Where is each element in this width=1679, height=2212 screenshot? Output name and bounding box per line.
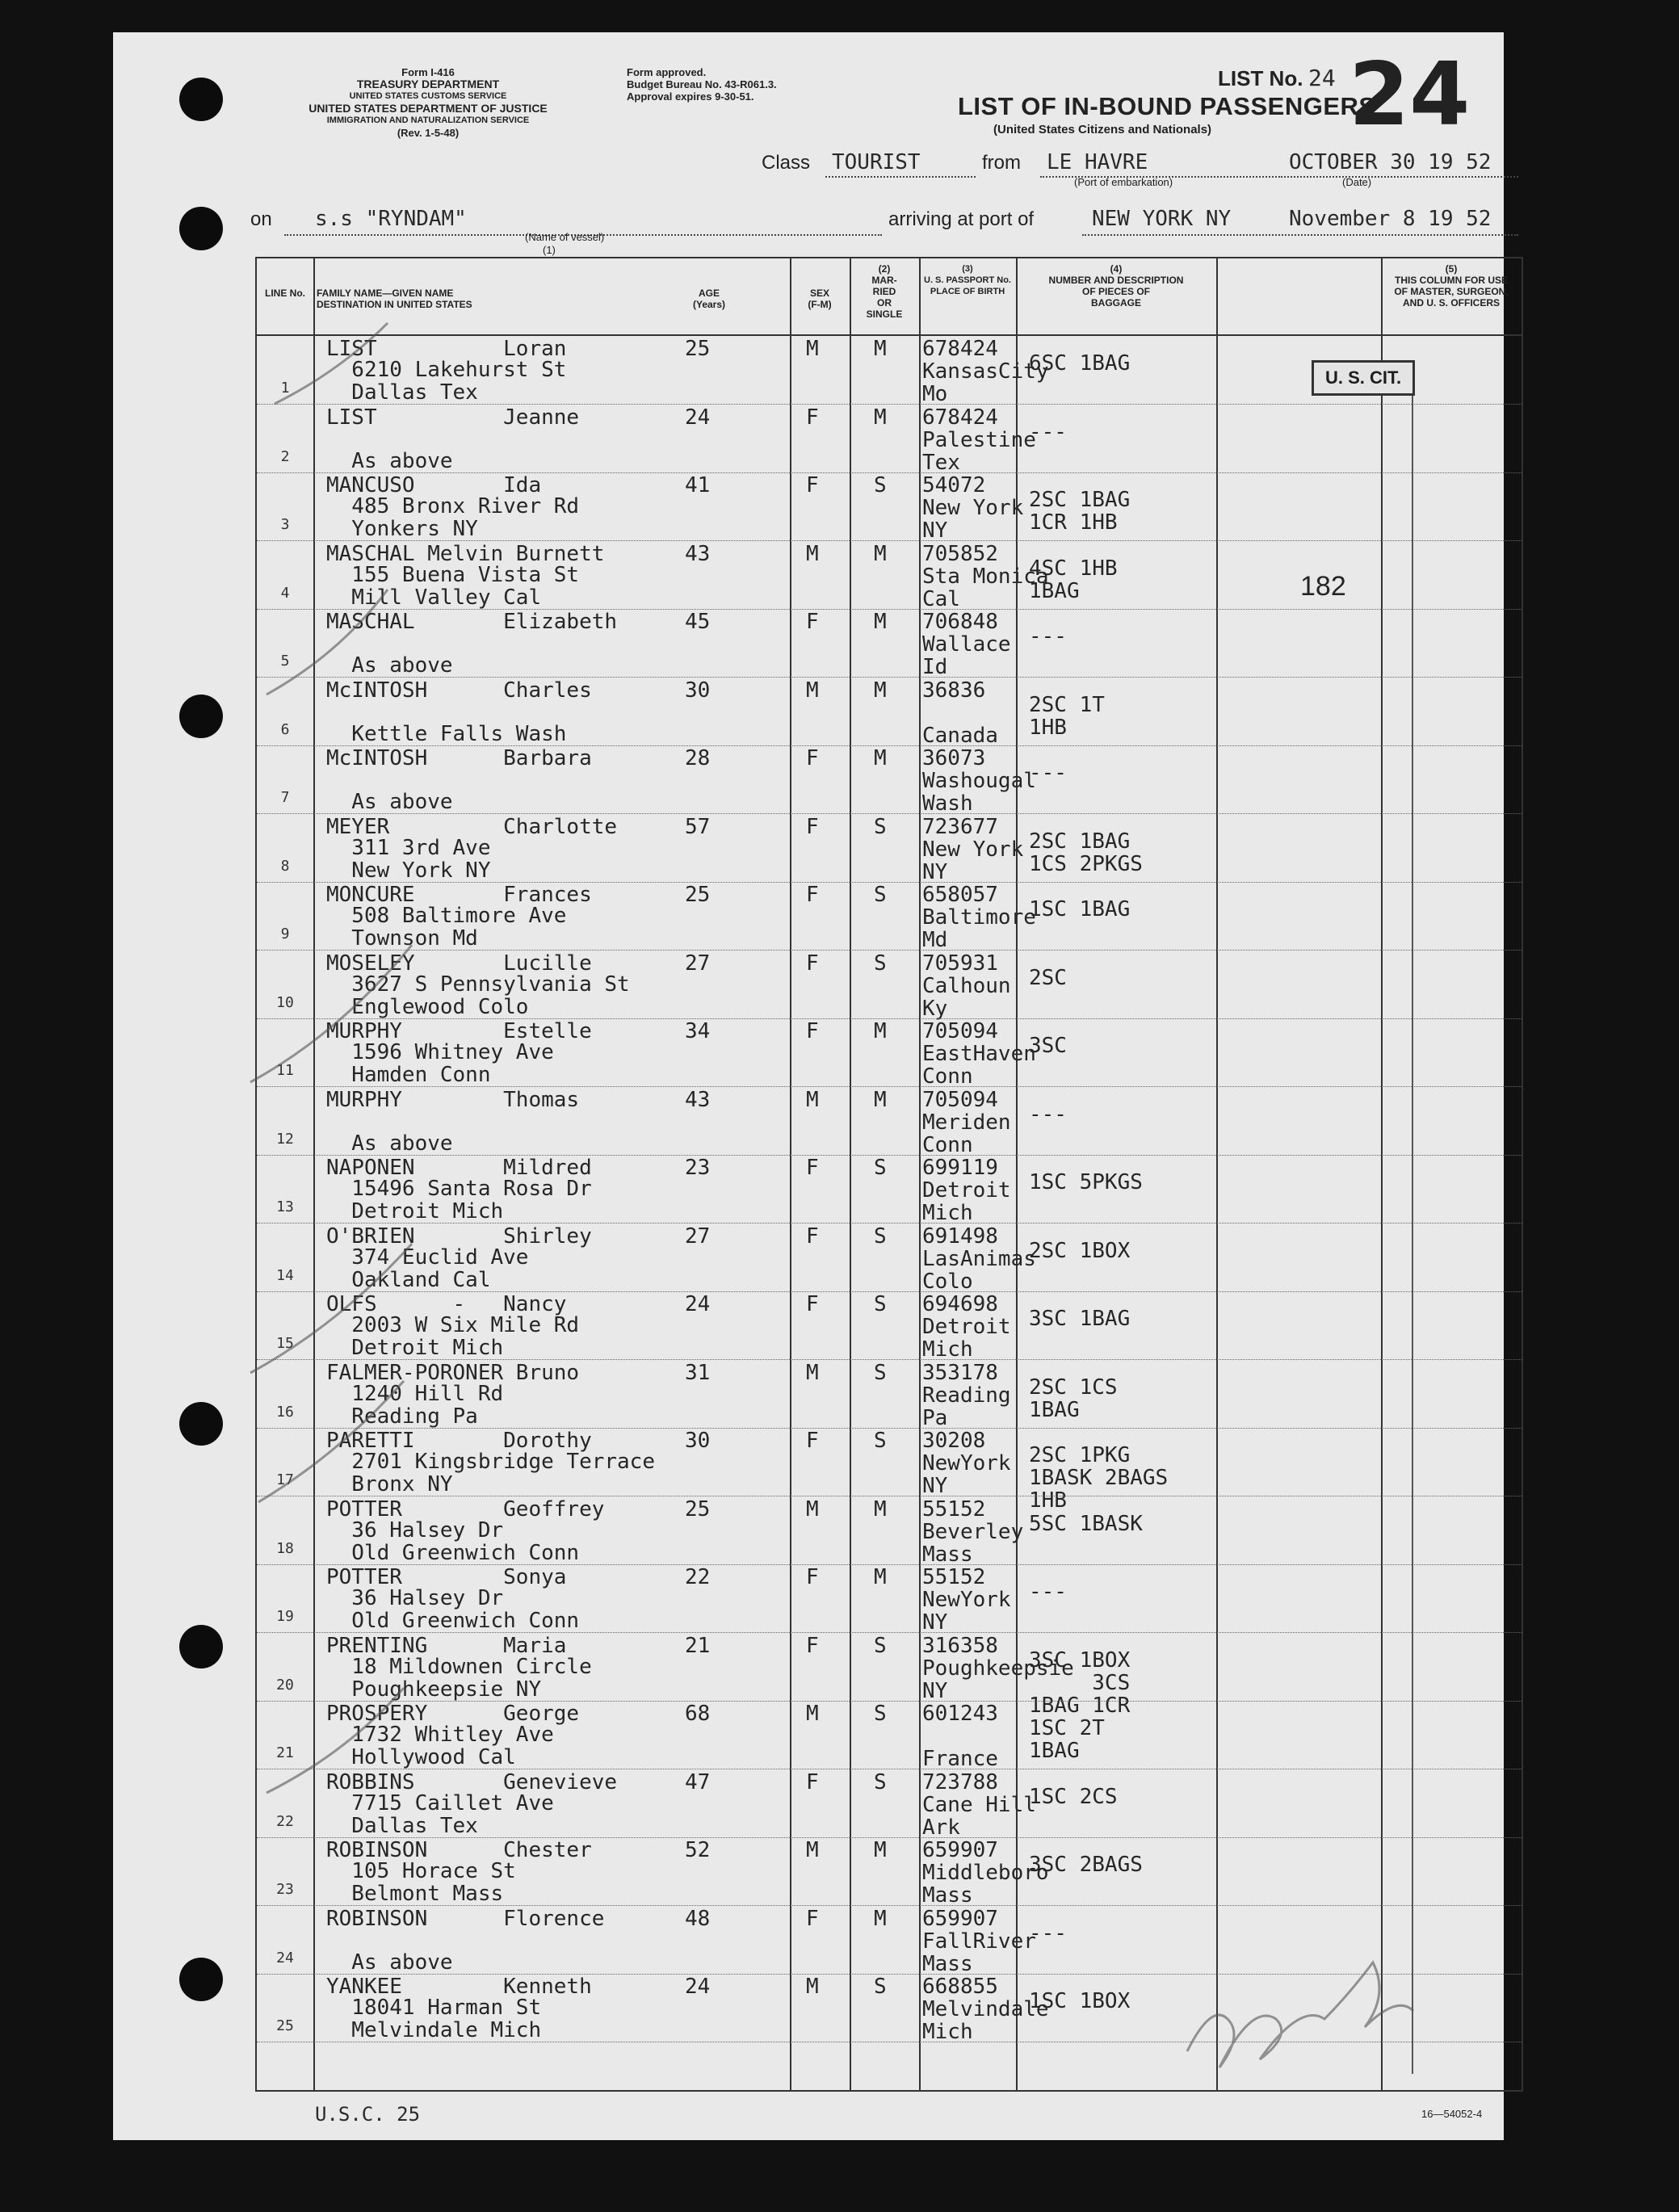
passenger-address: 508 Baltimore Ave Townson Md: [351, 904, 567, 951]
col-officers: (5) THIS COLUMN FOR USE OF MASTER, SURGEON, AND U. S. OFFICERS: [1394, 263, 1509, 309]
passenger-age: 57: [685, 814, 711, 839]
marital-status: M: [874, 337, 887, 361]
baggage: 1SC 2CS: [1029, 1784, 1118, 1809]
passport-and-birthplace: 55152 Beverley Mass: [922, 1496, 1024, 1567]
line-number: 5: [280, 653, 290, 669]
table-row: [257, 1769, 1522, 1840]
passenger-name: ROBINSON Florence: [326, 1906, 605, 1931]
page-subtitle: (United States Citizens and Nationals): [993, 123, 1212, 136]
passport-and-birthplace: 659907 FallRiver Mass: [922, 1906, 1036, 1976]
passenger-name: McINTOSH Charles: [326, 678, 592, 703]
passenger-name: LIST Jeanne: [326, 405, 580, 430]
marital-status: S: [874, 473, 887, 497]
passenger-sex: F: [806, 814, 819, 839]
marital-status: S: [874, 1702, 887, 1726]
line-number: 24: [276, 1949, 294, 1966]
baggage: 2SC 1BAG 1CS 2PKGS: [1029, 829, 1143, 876]
baggage: 2SC: [1029, 965, 1067, 990]
passenger-sex: F: [806, 1906, 819, 1931]
baggage: 3SC 1BAG: [1029, 1307, 1131, 1331]
col-name: FAMILY NAME—GIVEN NAME DESTINATION IN UNITED STATES: [317, 288, 472, 310]
passenger-address: 36 Halsey Dr Old Greenwich Conn: [351, 1517, 580, 1565]
table-row: [257, 1701, 1522, 1769]
passenger-name: POTTER Sonya: [326, 1565, 567, 1589]
passenger-sex: F: [806, 610, 819, 634]
passenger-address: 311 3rd Ave New York NY: [351, 835, 491, 883]
passenger-age: 27: [685, 951, 711, 976]
passenger-age: 22: [685, 1565, 711, 1589]
passenger-age: 30: [685, 1429, 711, 1453]
passport-and-birthplace: 723788 Cane Hill Ark: [922, 1769, 1036, 1840]
passenger-age: 48: [685, 1906, 711, 1931]
passenger-age: 25: [685, 337, 711, 361]
passenger-name: MASCHAL Melvin Burnett: [326, 541, 605, 566]
baggage: 3SC 1BOX 3CS 1BAG 1CR: [1029, 1647, 1131, 1718]
table-row: [257, 1291, 1522, 1362]
form-block: Form I-416 TREASURY DEPARTMENT UNITED STATES CUSTOMS SERVICE UNITED STATES DEPARTMENT OF JUSTICE IMMIGRATION AND NATURALIZATION SERVICE (Rev. 1-5-48): [309, 66, 548, 139]
passenger-name: MONCURE Frances: [326, 883, 592, 907]
arrival-date-value: November 8 19 52: [1289, 207, 1492, 231]
passenger-address: Kettle Falls Wash: [351, 721, 567, 746]
passenger-address: As above: [351, 653, 453, 678]
date-value: OCTOBER 30 19 52: [1289, 150, 1492, 174]
passenger-address: 1732 Whitley Ave Hollywood Cal: [351, 1723, 554, 1769]
class-label: Class: [762, 152, 811, 174]
baggage: ---: [1029, 1102, 1067, 1127]
passenger-address: 18 Mildownen Circle Poughkeepsie NY: [351, 1654, 592, 1702]
table-row: [257, 472, 1522, 543]
passenger-address: 105 Horace St Belmont Mass: [351, 1859, 516, 1906]
table-row: [257, 745, 1522, 816]
marital-status: M: [874, 610, 887, 634]
line-number: 20: [276, 1676, 294, 1694]
passport-and-birthplace: 659907 Middleboro Mass: [922, 1838, 1049, 1908]
punch-hole: [179, 1402, 223, 1446]
line-number: 6: [280, 720, 290, 738]
passport-and-birthplace: 678424 Palestine Tex: [922, 405, 1036, 475]
marital-status: S: [874, 1975, 887, 1999]
date-underline: [1284, 176, 1518, 178]
passport-and-birthplace: 668855 Melvindale Mich: [922, 1975, 1049, 2044]
vessel-caption: (Name of vessel): [525, 231, 605, 243]
passenger-age: 21: [685, 1633, 711, 1658]
passport-and-birthplace: 316358 Poughkeepsie NY: [922, 1633, 1074, 1703]
stamp-line: [1412, 396, 1413, 2074]
line-number: 21: [276, 1744, 294, 1761]
punch-hole: [179, 207, 223, 250]
passenger-table: [255, 257, 1523, 2092]
line-number: 19: [276, 1608, 294, 1625]
punch-hole: [179, 1625, 223, 1668]
port-embark-value: LE HAVRE: [1047, 150, 1148, 174]
officer-note: 182: [1300, 571, 1346, 602]
passenger-name: LIST Loran: [326, 337, 567, 361]
table-row: [257, 814, 1522, 882]
baggage: 1SC 5PKGS: [1029, 1170, 1143, 1194]
line-number: 7: [280, 789, 290, 806]
passenger-age: 34: [685, 1019, 711, 1043]
passenger-age: 25: [685, 883, 711, 907]
passenger-name: ROBINSON Chester: [326, 1838, 592, 1862]
passenger-age: 24: [685, 1975, 711, 1999]
passenger-address: 3627 S Pennsylvania St Englewood Colo: [351, 972, 630, 1019]
baggage: 3SC 2BAGS: [1029, 1853, 1143, 1877]
passenger-address: 1596 Whitney Ave Hamden Conn: [351, 1040, 554, 1087]
passenger-address: As above: [351, 448, 453, 473]
passenger-sex: F: [806, 1633, 819, 1658]
passenger-sex: F: [806, 405, 819, 430]
passenger-age: 45: [685, 610, 711, 634]
line-number: 13: [276, 1198, 294, 1215]
passenger-sex: M: [806, 1087, 819, 1112]
baggage: 3SC: [1029, 1034, 1067, 1058]
baggage: ---: [1029, 761, 1067, 785]
baggage: 2SC 1PKG 1BASK 2BAGS 1HB: [1029, 1443, 1169, 1513]
passenger-name: OLFS - Nancy: [326, 1292, 567, 1316]
passenger-name: MASCHAL Elizabeth: [326, 610, 618, 634]
passenger-sex: F: [806, 1156, 819, 1180]
passport-and-birthplace: 55152 NewYork NY: [922, 1565, 1011, 1635]
table-row: [257, 1837, 1522, 1908]
passenger-address: 485 Bronx River Rd Yonkers NY: [351, 494, 580, 541]
marital-status: S: [874, 1156, 887, 1180]
passport-and-birthplace: 30208 NewYork NY: [922, 1429, 1011, 1498]
passenger-name: YANKEE Kenneth: [326, 1975, 592, 1999]
passenger-sex: M: [806, 541, 819, 566]
passport-and-birthplace: 723677 New York NY: [922, 814, 1024, 884]
passenger-age: 25: [685, 1496, 711, 1522]
line-number: 14: [276, 1266, 294, 1284]
passport-and-birthplace: 694698 Detroit Mich: [922, 1292, 1011, 1362]
marital-status: S: [874, 1769, 887, 1794]
passenger-address: 7715 Caillet Ave Dallas Tex: [351, 1790, 554, 1838]
passenger-sex: M: [806, 337, 819, 361]
passenger-address: 18041 Harman St Melvindale Mich: [351, 1996, 542, 2042]
passenger-sex: M: [806, 1360, 819, 1385]
marital-status: S: [874, 1633, 887, 1658]
marital-status: M: [874, 1906, 887, 1931]
marital-status: M: [874, 1565, 887, 1589]
passenger-age: 68: [685, 1702, 711, 1726]
passenger-name: MURPHY Estelle: [326, 1019, 592, 1043]
passenger-name: MURPHY Thomas: [326, 1087, 580, 1112]
passenger-age: 41: [685, 473, 711, 497]
baggage: ---: [1029, 1580, 1067, 1604]
passenger-sex: F: [806, 746, 819, 770]
passenger-age: 24: [685, 405, 711, 430]
line-number: 22: [276, 1812, 294, 1830]
baggage: 2SC 1BAG 1CR 1HB: [1029, 488, 1131, 535]
passenger-name: McINTOSH Barbara: [326, 746, 592, 770]
marital-status: M: [874, 541, 887, 566]
passport-and-birthplace: 658057 Baltimore Md: [922, 883, 1036, 952]
line-number: 9: [280, 926, 290, 942]
marital-status: S: [874, 1360, 887, 1385]
line-number: 16: [276, 1403, 294, 1421]
passport-and-birthplace: 36073 Washougal Wash: [922, 746, 1036, 816]
list-no-label: LIST No.: [1218, 66, 1303, 90]
line-number: 18: [276, 1539, 294, 1557]
baggage: 6SC 1BAG: [1029, 351, 1131, 376]
baggage: 2SC 1T 1HB: [1029, 692, 1105, 740]
line-number: 3: [280, 516, 290, 533]
baggage: 2SC 1BOX: [1029, 1238, 1131, 1263]
class-underline: [825, 176, 976, 178]
marital-status: S: [874, 883, 887, 907]
passenger-address: 2701 Kingsbridge Terrace Bronx NY: [351, 1450, 655, 1496]
passenger-address: 1240 Hill Rd Reading Pa: [351, 1381, 504, 1429]
col-age: AGE (Years): [692, 288, 726, 310]
col-married: (2) MAR- RIED OR SINGLE: [866, 263, 903, 320]
passenger-address: 155 Buena Vista St Mill Valley Cal: [351, 562, 580, 610]
table-row: [257, 1974, 1522, 2042]
punch-hole: [179, 695, 223, 738]
passport-and-birthplace: 705931 Calhoun Ky: [922, 951, 1011, 1021]
baggage: 1SC 1BAG: [1029, 897, 1131, 921]
col-passport: (3) U. S. PASSPORT No. PLACE OF BIRTH: [924, 264, 1011, 296]
class-value: TOURIST: [832, 150, 921, 174]
passport-and-birthplace: 706848 Wallace Id: [922, 610, 1011, 679]
marital-status: M: [874, 1838, 887, 1862]
punch-hole: [179, 1958, 223, 2001]
passenger-sex: F: [806, 1429, 819, 1453]
table-row: [257, 1087, 1522, 1155]
line-number: 17: [276, 1471, 294, 1488]
passenger-sex: M: [806, 1702, 819, 1726]
line-number: 1: [280, 380, 290, 397]
marital-status: M: [874, 1087, 887, 1112]
marital-status: S: [874, 1292, 887, 1316]
table-row: [257, 1224, 1522, 1294]
passenger-age: 31: [685, 1360, 711, 1385]
passport-and-birthplace: 36836 Canada: [922, 678, 998, 748]
passenger-address: 374 Euclid Ave Oakland Cal: [351, 1245, 529, 1292]
baggage: 2SC 1CS 1BAG: [1029, 1375, 1118, 1422]
arrival-underline: [1082, 234, 1518, 236]
passenger-name: PRENTING Maria: [326, 1633, 567, 1658]
marital-status: M: [874, 405, 887, 430]
line-number: 10: [276, 993, 294, 1011]
marital-status: S: [874, 1429, 887, 1453]
line-number: 8: [280, 857, 290, 875]
table-row: [257, 882, 1522, 950]
passenger-age: 27: [685, 1224, 711, 1249]
passenger-age: 30: [685, 678, 711, 703]
passenger-address: 2003 W Six Mile Rd Detroit Mich: [351, 1313, 580, 1360]
approval-block: Form approved. Budget Bureau No. 43-R061.3. Approval expires 9-30-51.: [627, 66, 777, 103]
passport-and-birthplace: 678424 KansasCity Mo: [922, 337, 1049, 406]
passenger-address: 36 Halsey Dr Old Greenwich Conn: [351, 1586, 580, 1633]
marital-status: S: [874, 814, 887, 839]
passenger-sex: F: [806, 1224, 819, 1249]
arrival-port-value: NEW YORK NY: [1092, 207, 1232, 231]
passenger-age: 43: [685, 1087, 711, 1112]
table-row: [257, 1906, 1522, 1974]
marital-status: M: [874, 746, 887, 770]
col-baggage: (4) NUMBER AND DESCRIPTION OF PIECES OF BAGGAGE: [1048, 263, 1184, 309]
line-number: 2: [280, 447, 290, 465]
marital-status: M: [874, 1496, 887, 1522]
passenger-sex: M: [806, 1975, 819, 1999]
marital-status: M: [874, 678, 887, 703]
passenger-sex: F: [806, 1292, 819, 1316]
arriving-label: arriving at port of: [888, 208, 1035, 230]
passenger-sex: M: [806, 678, 819, 703]
marital-status: S: [874, 951, 887, 976]
passenger-sex: F: [806, 883, 819, 907]
line-number: 25: [276, 2017, 294, 2034]
page-title: LIST OF IN-BOUND PASSENGERS: [958, 92, 1376, 120]
port-caption: (Port of embarkation): [1074, 176, 1173, 188]
passenger-address: As above: [351, 1950, 453, 1975]
baggage: 5SC 1BASK: [1029, 1511, 1143, 1536]
baggage: 1SC 2T 1BAG: [1029, 1716, 1105, 1763]
line-number: 12: [276, 1130, 294, 1148]
passport-and-birthplace: 699119 Detroit Mich: [922, 1156, 1011, 1225]
passenger-age: 47: [685, 1769, 711, 1794]
passenger-address: As above: [351, 1131, 453, 1156]
passenger-name: O'BRIEN Shirley: [326, 1224, 592, 1249]
baggage: ---: [1029, 624, 1067, 648]
table-row: [257, 405, 1522, 475]
passenger-name: MANCUSO Ida: [326, 473, 542, 497]
passenger-name: NAPONEN Mildred: [326, 1156, 592, 1180]
us-citizen-stamp: U. S. CIT.: [1312, 360, 1415, 396]
passenger-sex: M: [806, 1838, 819, 1862]
line-number: 4: [280, 584, 290, 602]
passenger-sex: F: [806, 1769, 819, 1794]
passenger-address: 15496 Santa Rosa Dr Detroit Mich: [351, 1177, 592, 1224]
footer-right: 16—54052-4: [1421, 2108, 1483, 2120]
passport-and-birthplace: 54072 New York NY: [922, 473, 1024, 543]
passenger-sex: F: [806, 1019, 819, 1043]
from-label: from: [982, 152, 1021, 174]
passport-and-birthplace: 691498 LasAnimas Colo: [922, 1224, 1036, 1294]
table-row: [257, 1496, 1522, 1567]
baggage: ---: [1029, 419, 1067, 444]
passenger-age: 23: [685, 1156, 711, 1180]
marital-status: M: [874, 1019, 887, 1043]
table-row: [257, 1155, 1522, 1223]
line-number: 11: [276, 1062, 294, 1079]
date-caption: (Date): [1342, 176, 1372, 188]
baggage: 4SC 1HB 1BAG: [1029, 556, 1118, 603]
passenger-age: 43: [685, 541, 711, 566]
line-number: 15: [276, 1335, 294, 1352]
passenger-name: FALMER-PORONER Bruno: [326, 1360, 580, 1385]
passenger-name: MOSELEY Lucille: [326, 951, 592, 976]
table-row: [257, 951, 1522, 1021]
line-number: 23: [276, 1881, 294, 1898]
passport-and-birthplace: 705852 Sta Monica Cal: [922, 541, 1049, 611]
list-no-big: 24: [1349, 44, 1471, 145]
punch-hole: [179, 78, 223, 121]
passenger-sex: F: [806, 951, 819, 976]
table-row: [257, 678, 1522, 748]
table-row: [257, 1360, 1522, 1428]
table-row: [257, 1564, 1522, 1635]
baggage: 1SC 1BOX: [1029, 1989, 1131, 2013]
marital-status: S: [874, 1224, 887, 1249]
table-row: [257, 1018, 1522, 1089]
vessel-col-number: (1): [543, 244, 556, 256]
passenger-name: POTTER Geoffrey: [326, 1496, 605, 1522]
footer-left: U.S.C. 25: [315, 2103, 421, 2126]
passenger-name: MEYER Charlotte: [326, 814, 618, 839]
passenger-name: PARETTI Dorothy: [326, 1429, 592, 1453]
passenger-sex: F: [806, 473, 819, 497]
list-no-small: 24: [1308, 65, 1336, 91]
passenger-age: 28: [685, 746, 711, 770]
passenger-address: As above: [351, 790, 453, 814]
passenger-sex: M: [806, 1496, 819, 1522]
passenger-address: 6210 Lakehurst St Dallas Tex: [351, 358, 567, 405]
col-line-no: LINE No.: [265, 288, 305, 299]
passenger-age: 52: [685, 1838, 711, 1862]
vessel-value: s.s "RYNDAM": [315, 207, 467, 231]
table-row: [257, 609, 1522, 677]
passport-and-birthplace: 353178 Reading Pa: [922, 1360, 1011, 1430]
passenger-name: ROBBINS Genevieve: [326, 1769, 618, 1794]
passenger-age: 24: [685, 1292, 711, 1316]
col-sex: SEX (F-M): [808, 288, 832, 310]
passport-and-birthplace: 601243 France: [922, 1702, 998, 1771]
on-label: on: [250, 208, 272, 230]
passenger-sex: F: [806, 1565, 819, 1589]
passport-and-birthplace: 705094 EastHaven Conn: [922, 1019, 1036, 1089]
baggage: ---: [1029, 1920, 1067, 1945]
passenger-name: PROSPERY George: [326, 1702, 580, 1726]
passport-and-birthplace: 705094 Meriden Conn: [922, 1087, 1011, 1157]
